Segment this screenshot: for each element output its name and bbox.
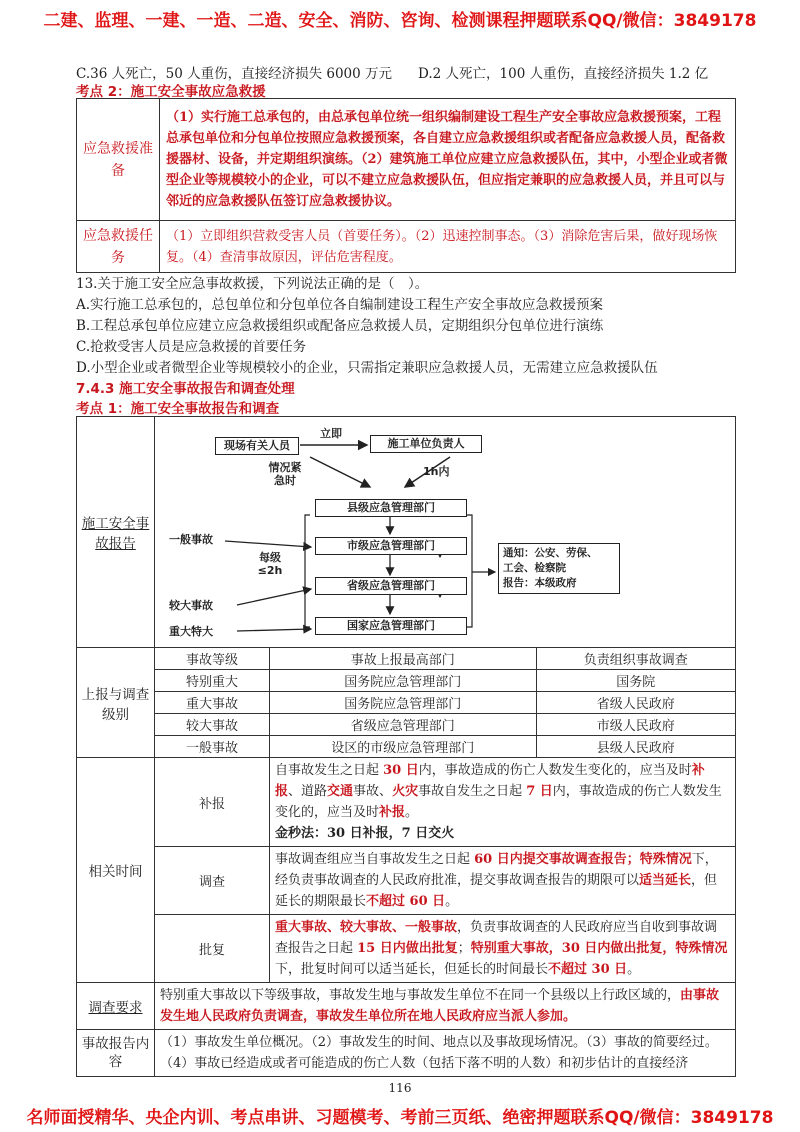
supplement-label: 补报 xyxy=(155,758,270,847)
approve-label: 批复 xyxy=(155,915,270,983)
table-row: 特别重大 国务院应急管理部门 国务院 xyxy=(77,670,736,692)
flow-immediately: 立即 xyxy=(320,427,342,440)
bottom-banner: 名师面授精华、央企内训、考点串讲、习题模考、考前三页纸、绝密押题联系QQ/微信：3849178 xyxy=(26,1108,774,1128)
flow-notify-box: 通知：公安、劳保、 工会、检察院 报告：本级政府 xyxy=(498,543,620,594)
q13-option-b: B.工程总承包单位应建立应急救援组织或配备应急救援人员，定期组织分包单位进行演练 xyxy=(76,318,604,334)
flow-county-box: 县级应急管理部门 xyxy=(315,499,467,517)
flow-one-hour: 1h内 xyxy=(423,465,450,478)
top-banner: 二建、监理、一建、一造、二造、安全、消防、咨询、检测课程押题联系QQ/微信：3849178 xyxy=(43,11,757,31)
flow-larger: 较大事故 xyxy=(169,599,213,612)
investigate-text: 事故调查组应当自事故发生之日起 60 日内提交事故调查报告；特殊情况下，经负责事故调查的人民政府批准，提交事故调查报告的期限可以适当延长，但延长的期限最长不超过 60 日。 xyxy=(270,847,736,915)
flow-scene-box: 现场有关人员 xyxy=(215,437,299,455)
levels-header-grade: 事故等级 xyxy=(155,648,270,670)
flow-urgent: 情况紧急时 xyxy=(268,461,302,487)
kp2-label-prepare: 应急救援准备 xyxy=(77,99,160,221)
flow-state-box: 国家应急管理部门 xyxy=(315,617,467,635)
supplement-text: 自事故发生之日起 30 日内，事故造成的伤亡人数发生变化的，应当及时补报、道路交通事故、火灾事故自发生之日起 7 日内，事故造成的伤亡人数发生变化的，应当及时补报。 金秒法：30 日补报，7 日交火 xyxy=(270,758,736,847)
time-label: 相关时间 xyxy=(77,758,155,983)
page-number: 116 xyxy=(388,1081,412,1095)
flow-general: 一般事故 xyxy=(169,533,213,546)
kp2-label-task: 应急救援任务 xyxy=(77,221,160,273)
report-flowchart xyxy=(155,417,736,648)
q13-stem: 13.关于施工安全应急事故救援，下列说法正确的是（ ）。 xyxy=(76,276,429,292)
content-label: 事故报告内容 xyxy=(77,1030,155,1077)
table-row: 重大事故 国务院应急管理部门 省级人民政府 xyxy=(77,692,736,714)
investigate-label: 调查 xyxy=(155,847,270,915)
flow-province-box: 省级应急管理部门 xyxy=(315,577,467,595)
flow-city-box: 市级应急管理部门 xyxy=(315,537,467,555)
kp1-title: 考点 1：施工安全事故报告和调查 xyxy=(76,401,280,417)
option-d-top: D.2 人死亡，100 人重伤，直接经济损失 1.2 亿 xyxy=(418,66,709,82)
q13-option-a: A.实行施工总承包的，总包单位和分包单位各自编制建设工程生产安全事故应急救援预案 xyxy=(76,297,604,313)
levels-header-dept: 事故上报最高部门 xyxy=(270,648,537,670)
report-table xyxy=(76,416,736,1077)
kp2-title: 考点 2：施工安全事故应急救援 xyxy=(76,84,266,100)
kp2-text-prepare: （1）实行施工总承包的，由总承包单位统一组织编制建设工程生产安全事故应急救援预案，工程总承包单位和分包单位按照应急救援预案，各自建立应急救援组织或者配备应急救援人员，配备救援器材、设备，并定期组织演练。（2）建筑施工单位应建立应急救援队伍，其中，小型企业或者微型企业等规模较小的企业，可以不建立应急救援队伍，但应指定兼职的应急救援人员，并且可以与邻近的应急救援队伍签订应急救援协议。 xyxy=(160,99,736,221)
q13-option-d: D.小型企业或者微型企业等规模较小的企业，只需指定兼职应急救援人员，无需建立应急救援队伍 xyxy=(76,360,658,376)
table-row: 较大事故 省级应急管理部门 市级人民政府 xyxy=(77,714,736,736)
kp2-text-task: （1）立即组织营救受害人员（首要任务）。（2）迅速控制事态。（3）消除危害后果，做好现场恢复。（4）查清事故原因，评估危害程度。 xyxy=(160,221,736,273)
approve-text: 重大事故、较大事故、一般事故，负责事故调查的人民政府应当自收到事故调查报告之日起 15 日内做出批复；特别重大事故，30 日内做出批复，特殊情况下，批复时间可以适当延长，但延长的时间最长不超过 30 日。 xyxy=(270,915,736,983)
content-text: （1）事故发生单位概况。（2）事故发生的时间、地点以及事故现场情况。（3）事故的简要经过。 （4）事故已经造成或者可能造成的伤亡人数（包括下落不明的人数）和初步估计的直接经济 xyxy=(155,1030,736,1077)
survey-label: 调查要求 xyxy=(77,983,155,1030)
flow-major: 重大特大 xyxy=(169,625,213,638)
levels-header-investigate: 负责组织事故调查 xyxy=(536,648,735,670)
q13-option-c: C.抢救受害人员是应急救援的首要任务 xyxy=(76,339,307,355)
levels-label: 上报与调查级别 xyxy=(77,648,155,758)
flow-each-level: 每级≤2h xyxy=(257,551,283,577)
kp2-table xyxy=(76,98,736,273)
table-row: 一般事故 设区的市级应急管理部门 县级人民政府 xyxy=(77,736,736,758)
flow-unit-head-box: 施工单位负责人 xyxy=(370,435,482,453)
report-label: 施工安全事故报告 xyxy=(77,417,155,648)
survey-text: 特别重大事故以下等级事故，事故发生地与事故发生单位不在同一个县级以上行政区域的，由事故发生地人民政府负责调查，事故发生单位所在地人民政府应当派人参加。 xyxy=(155,983,736,1030)
option-c-top: C.36 人死亡，50 人重伤，直接经济损失 6000 万元 xyxy=(76,66,393,82)
section-743-title: 7.4.3 施工安全事故报告和调查处理 xyxy=(76,381,295,397)
